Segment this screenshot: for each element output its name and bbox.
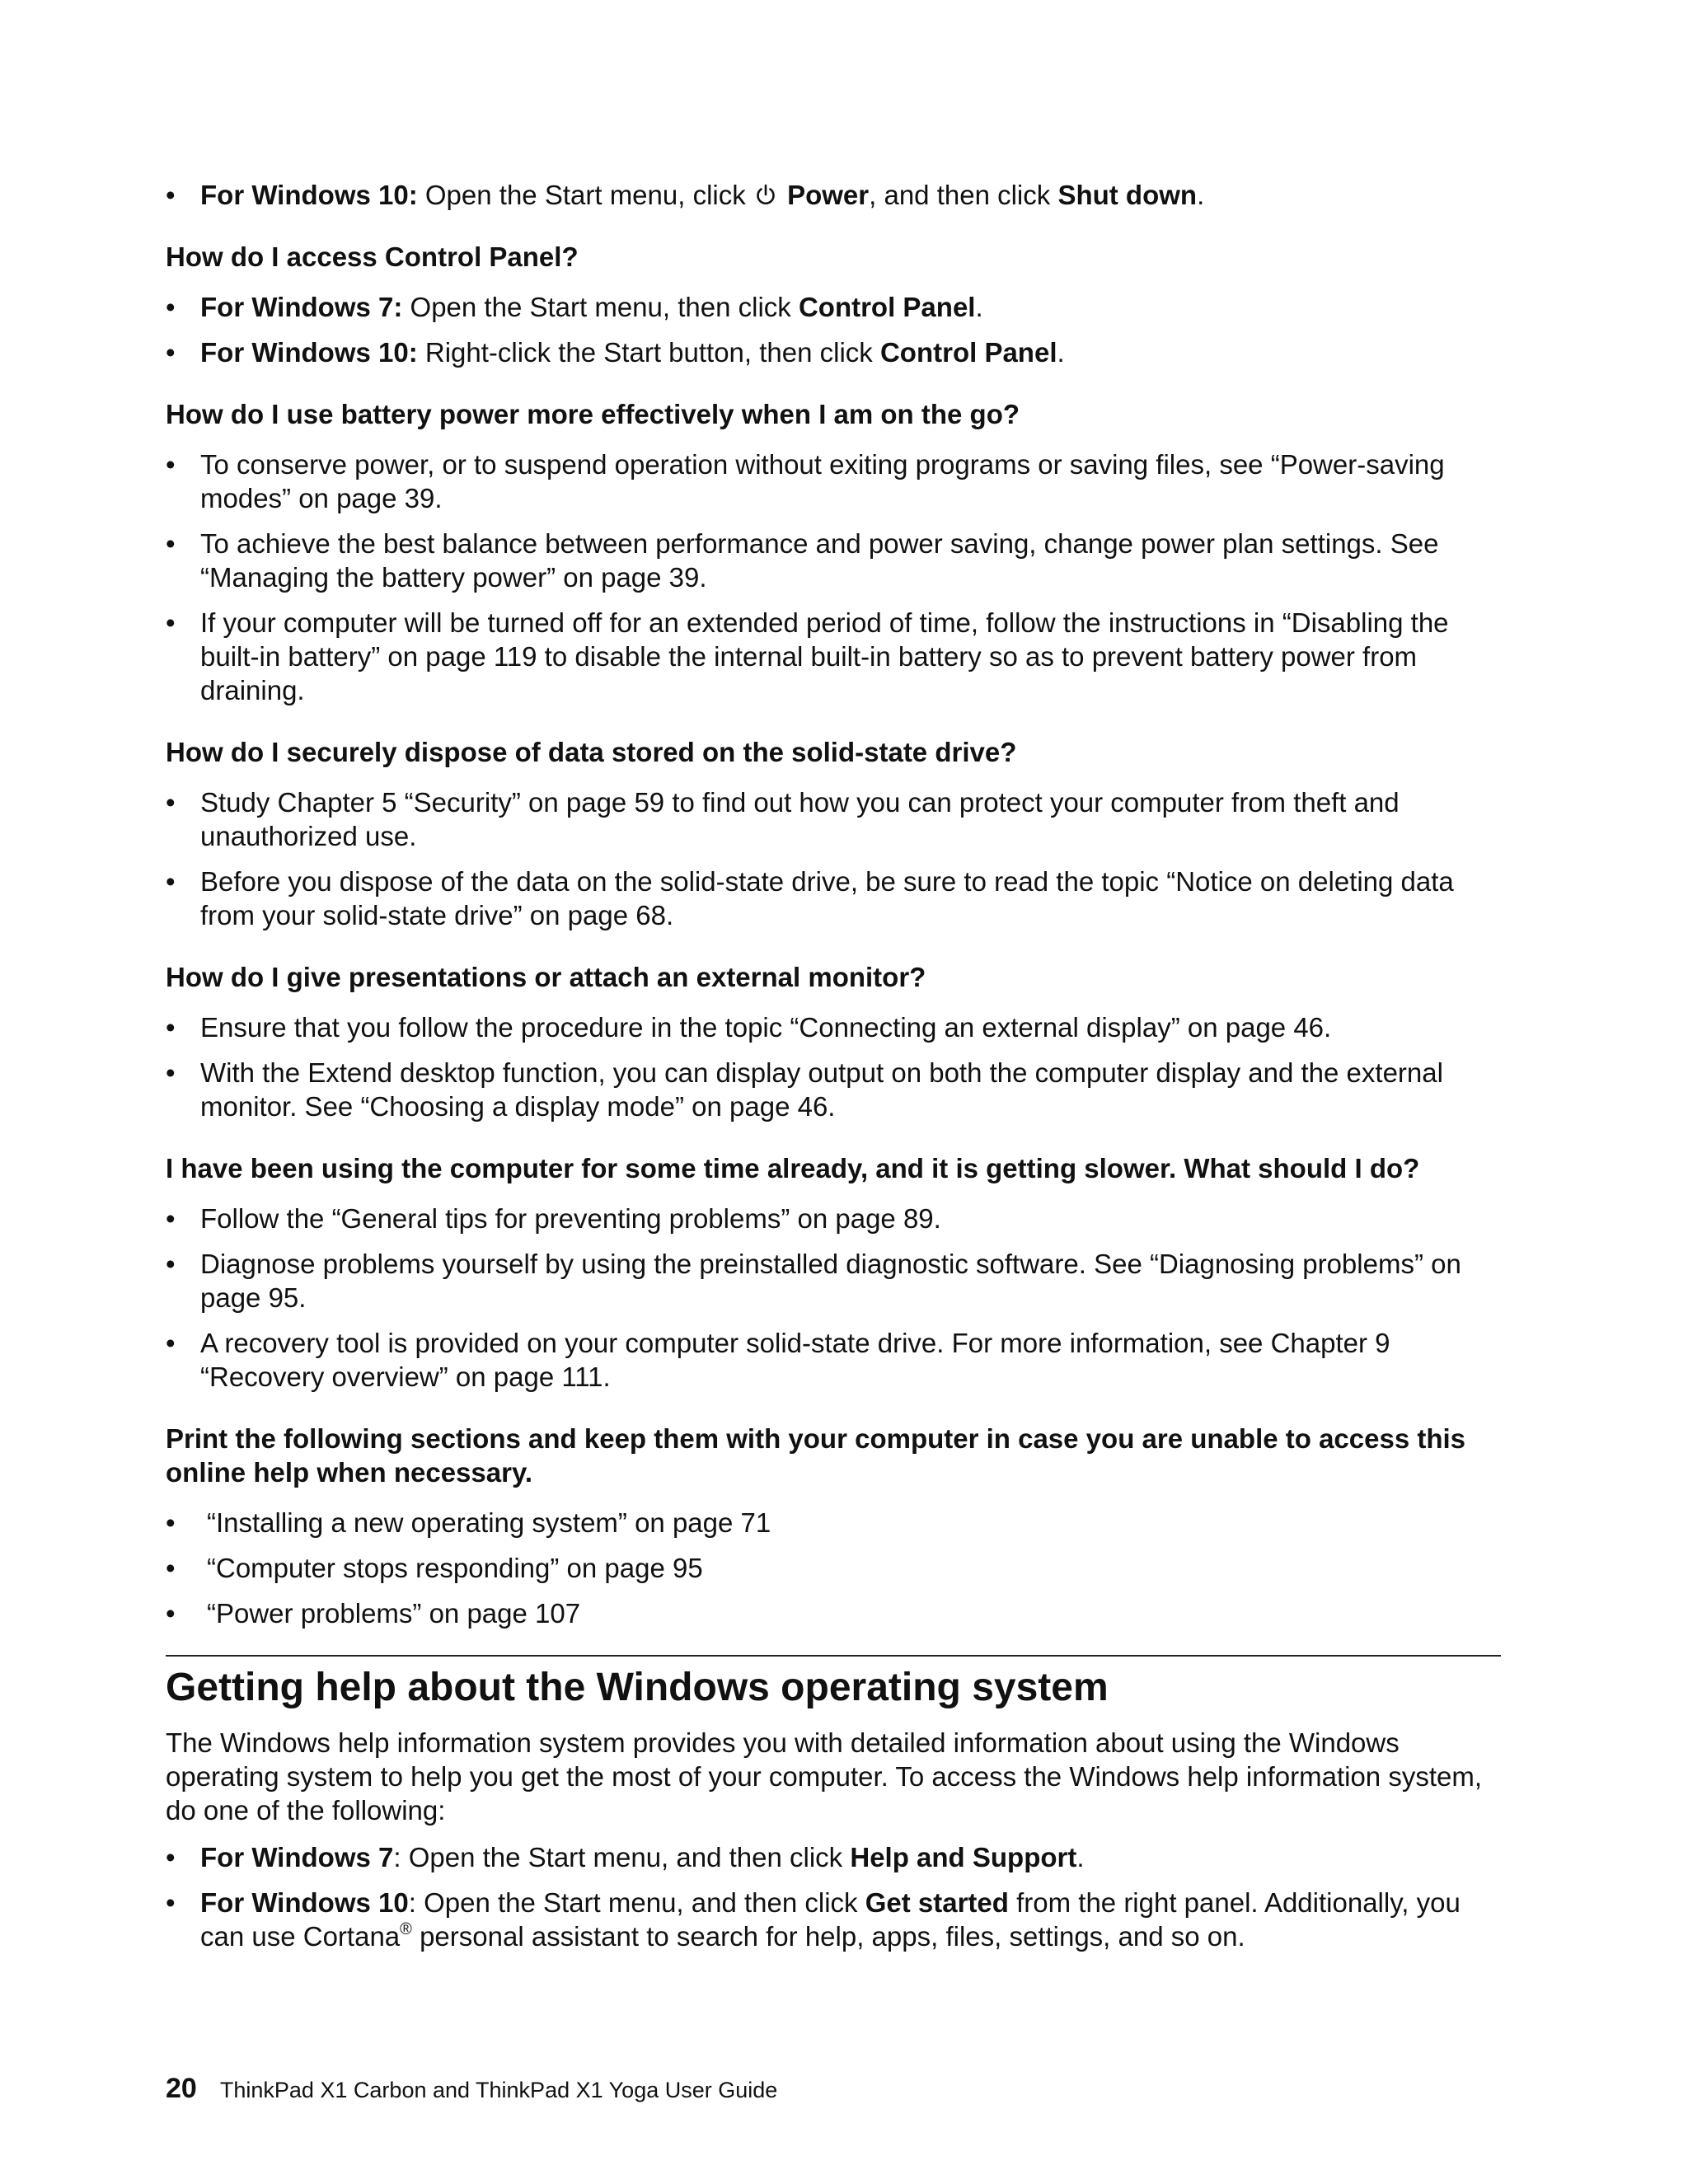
question-print-sections: Print the following sections and keep them with your computer in case you are unable to access this online help when necessary. [166,1423,1466,1488]
section-divider [166,1655,1501,1657]
control-panel-list [166,290,1501,369]
list-item: • With the Extend desktop function, you can display output on both the computer display and the external monitor. See “Choosing a display mode” on page 46. [166,1056,1501,1123]
list-item: • To conserve power, or to suspend operation without exiting programs or saving files, see “Power-saving modes” on page 39. [166,448,1501,515]
list-item: • “Installing a new operating system” on page 71 [166,1506,1501,1540]
get-started-term: Get started [865,1887,1009,1918]
list-item: • A recovery tool is provided on your computer solid-state drive. For more information, see Chapter 9 “Recovery overview” on page 111. [166,1326,1501,1394]
question-battery: How do I use battery power more effectively when I am on the go? [166,399,1020,429]
question-presentations: How do I give presentations or attach an external monitor? [166,962,926,992]
list-item [166,1886,1501,1953]
list-item: • Follow the “General tips for preventing problems” on page 89. [166,1202,1501,1235]
help-and-support-term: Help and Support [850,1842,1077,1872]
item-text: personal assistant to search for help, apps, files, settings, and so on. [420,1921,1245,1952]
item-text: : Open the Start menu, and then click [408,1887,858,1918]
item-text: , and then click [869,180,1051,210]
item-text: from the right panel. Additionally, you can use Cortana [200,1887,1461,1952]
section-intro: The Windows help information system provides you with detailed information about using the Windows operating system to help you get the most of your computer. To access the Windows help information system, do one of the following: [166,1727,1483,1825]
power-icon [753,180,780,210]
list-item: • Diagnose problems yourself by using the preinstalled diagnostic software. See “Diagnosing problems” on page 95. [166,1247,1501,1315]
list-item: • “Computer stops responding” on page 95 [166,1551,1501,1585]
registered-mark: ® [400,1920,412,1938]
question-dispose-data: How do I securely dispose of data stored on the solid-state drive? [166,737,1017,767]
windows10-label: For Windows 10: [200,337,418,368]
question-slower: I have been using the computer for some time already, and it is getting slower. What should I do? [166,1153,1420,1183]
shutdown-list [166,178,1501,212]
list-item: • Ensure that you follow the procedure in the topic “Connecting an external display” on page 46. [166,1010,1501,1044]
print-list [166,1506,1501,1630]
section-heading: Getting help about the Windows operating system [166,1666,1109,1709]
list-item: • Before you dispose of the data on the solid-state drive, be sure to read the topic “Notice on deleting data from your solid-state drive” on page 68. [166,865,1501,932]
item-text: Open the Start menu, click [424,180,746,210]
page-number: 20 [166,2073,197,2104]
list-item: • To achieve the best balance between performance and power saving, change power plan settings. See “Managing the battery power” on page 39. [166,527,1501,594]
item-text: Open the Start menu, then click [410,292,791,322]
windows10-label: For Windows 10: [200,180,418,210]
question-control-panel: How do I access Control Panel? [166,241,579,272]
list-item [166,178,1501,212]
list-item [166,290,1501,324]
windows7-label: For Windows 7 [200,1842,394,1872]
item-text: Right-click the Start button, then click [424,337,873,368]
slower-list [166,1202,1501,1394]
item-text: . [1057,337,1065,368]
power-term: Power [787,180,870,210]
control-panel-term: Control Panel [798,292,976,322]
item-text: . [1076,1842,1085,1872]
shut-down-term: Shut down [1057,180,1198,210]
guide-title: ThinkPad X1 Carbon and ThinkPad X1 Yoga User Guide [219,2078,778,2102]
list-item: • Study Chapter 5 “Security” on page 59 to find out how you can protect your computer from theft and unauthorized use. [166,785,1501,853]
item-text: : Open the Start menu, and then click [393,1842,843,1872]
page-content [166,178,1501,1965]
item-text: . [975,292,983,322]
list-item [166,1840,1501,1874]
windows10-label: For Windows 10 [200,1887,409,1918]
windows-help-list [166,1840,1501,1953]
presentations-list [166,1010,1501,1123]
item-text: . [1197,180,1205,210]
control-panel-term: Control Panel [879,337,1057,368]
dispose-list [166,785,1501,932]
battery-list [166,448,1501,707]
list-item: • “Power problems” on page 107 [166,1596,1501,1630]
list-item [166,335,1501,369]
page-footer [166,2072,777,2107]
list-item: • If your computer will be turned off for an extended period of time, follow the instructions in “Disabling the built-in battery” on page 119 to disable the internal built-in battery so as to prevent battery power from draining. [166,606,1501,707]
windows7-label: For Windows 7: [200,292,403,322]
